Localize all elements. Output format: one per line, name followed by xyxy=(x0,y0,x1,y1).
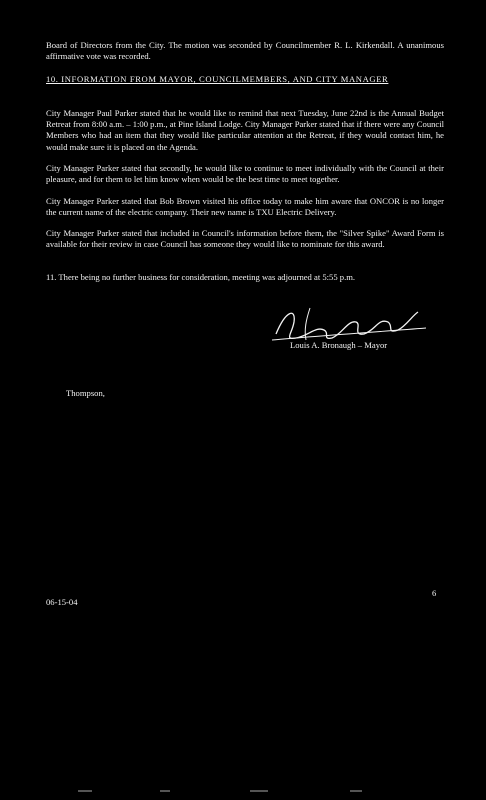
oncor-paragraph: City Manager Parker stated that Bob Brown visited his office today to make him aware that ONCOR is no longer the current name of the electric company. Their new name is TXU Electric Delivery. xyxy=(46,196,444,218)
retreat-paragraph: City Manager Paul Parker stated that he would like to remind that next Tuesday, June 22nd is the Annual Budget Retreat from 8:00 a.m. – 1:00 p.m., at Pine Island Lodge. City Manager Parker stated that if there were any Council Members who had an item that they would like particular attention at the Retreat, if they would contact him, he would make sure it is placed on the Agenda. xyxy=(46,108,444,152)
scan-artifact xyxy=(250,790,268,792)
scan-artifact xyxy=(78,790,92,792)
continued-paragraph: Board of Directors from the City. The motion was seconded by Councilmember R. L. Kirkendall. A unanimous affirmative vote was recorded. xyxy=(46,40,444,62)
meet-paragraph: City Manager Parker stated that secondly, he would like to continue to meet individually with the Council at their pleasure, and for them to let him know when would be the best time to meet together. xyxy=(46,163,444,185)
signature-name: Louis A. Bronaugh – Mayor xyxy=(290,340,388,350)
adjournment-paragraph: 11. There being no further business for consideration, meeting was adjourned at 5:55 p.m. xyxy=(46,272,356,282)
document-date: 06-15-04 xyxy=(46,597,78,607)
silver-spike-paragraph: City Manager Parker stated that included in Council's information before them, the "Silver Spike" Award Form is available for their review in case Council has someone they would like to nominate for this award. xyxy=(46,228,444,250)
page-number: 6 xyxy=(432,588,437,598)
section-heading xyxy=(46,74,444,85)
scan-artifact xyxy=(160,790,170,792)
attest-name: Thompson, xyxy=(66,388,105,398)
section-heading-text: 10. INFORMATION FROM MAYOR, COUNCILMEMBERS, AND CITY MANAGER xyxy=(46,74,389,84)
scan-artifact xyxy=(350,790,362,792)
